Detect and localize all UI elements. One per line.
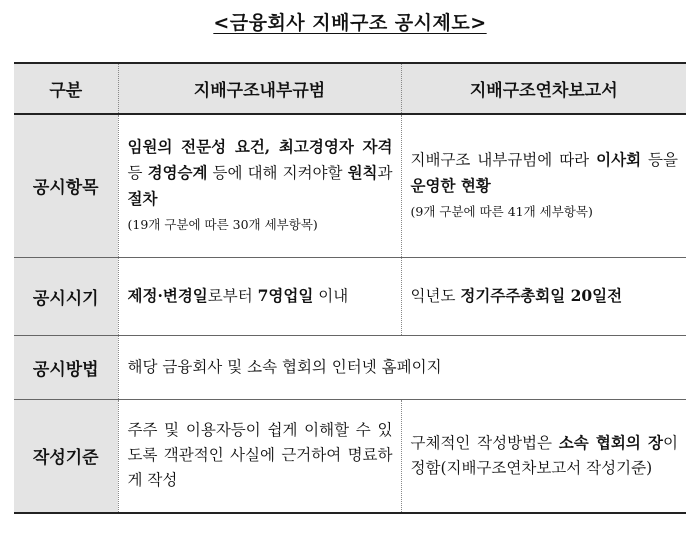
emphasized-text: 정기주주총회일 20일전: [460, 286, 623, 305]
text-segment: 등: [127, 164, 148, 183]
internal-rules-text: [128, 287, 349, 305]
text-segment: 이 정함(지배구조연차보고서 작성기준): [410, 434, 678, 478]
header-category: 구분: [14, 63, 118, 114]
merged-cell: 해당 금융회사 및 소속 협회의 인터넷 홈페이지: [118, 335, 686, 399]
header-annual-report: 지배구조연차보고서: [401, 63, 686, 114]
row-label: 공시시기: [14, 257, 118, 335]
text-segment: 등에 대해 지켜야할: [207, 164, 348, 183]
text-segment: 이내: [313, 287, 349, 305]
text-segment: 과: [377, 164, 393, 183]
annual-report-cell: [401, 114, 686, 257]
annual-report-note: (9개 구분에 따른 41개 세부항목): [410, 204, 593, 220]
document-title-text: <금융회사 지배구조 공시제도>: [213, 12, 487, 34]
emphasized-text: 7영업일: [257, 286, 314, 305]
emphasized-text: 원칙: [347, 163, 378, 183]
emphasized-text: 제정·변경일: [127, 286, 208, 305]
annual-report-cell: [401, 257, 686, 335]
row-disclosure-timing: [14, 257, 686, 335]
emphasized-text: 운영한 현황: [410, 176, 491, 196]
annual-report-text: [411, 151, 679, 195]
header-row: [14, 63, 686, 114]
row-label: 작성기준: [14, 399, 118, 513]
text-segment: 주주 및 이용자등이 쉽게 이해할 수 있도록 객관적인 사실에 근거하여 명료하게 작성: [127, 421, 393, 490]
row-disclosure-items: [14, 114, 686, 257]
internal-rules-cell: [118, 114, 401, 257]
emphasized-text: 이사회: [596, 150, 642, 170]
row-label: 공시항목: [14, 114, 118, 257]
internal-rules-note: (19개 구분에 따른 30개 세부항목): [127, 217, 318, 233]
text-segment: 지배구조 내부규범에 따라: [410, 151, 597, 170]
header-internal-rules: 지배구조내부규범: [118, 63, 401, 114]
internal-rules-cell: [118, 399, 401, 513]
emphasized-text: 절차: [127, 189, 158, 209]
annual-report-text: [411, 434, 679, 477]
text-segment: 익년도: [410, 287, 461, 305]
internal-rules-cell: [118, 257, 401, 335]
emphasized-text: 임원의 전문성 요건, 최고경영자 자격: [127, 137, 393, 157]
annual-report-cell: [401, 399, 686, 513]
row-label: 공시방법: [14, 335, 118, 399]
emphasized-text: 경영승계: [147, 163, 208, 183]
internal-rules-text: [128, 138, 393, 208]
text-segment: 등을: [641, 151, 678, 170]
row-writing-standard: [14, 399, 686, 513]
governance-disclosure-table: [14, 62, 686, 514]
text-segment: 로부터: [207, 287, 258, 305]
row-disclosure-method: [14, 335, 686, 399]
emphasized-text: 소속 협회의 장: [558, 433, 664, 453]
text-segment: 구체적인 작성방법은: [410, 434, 559, 453]
annual-report-text: [411, 287, 623, 305]
document-title: [0, 8, 700, 35]
internal-rules-text: [128, 421, 393, 489]
